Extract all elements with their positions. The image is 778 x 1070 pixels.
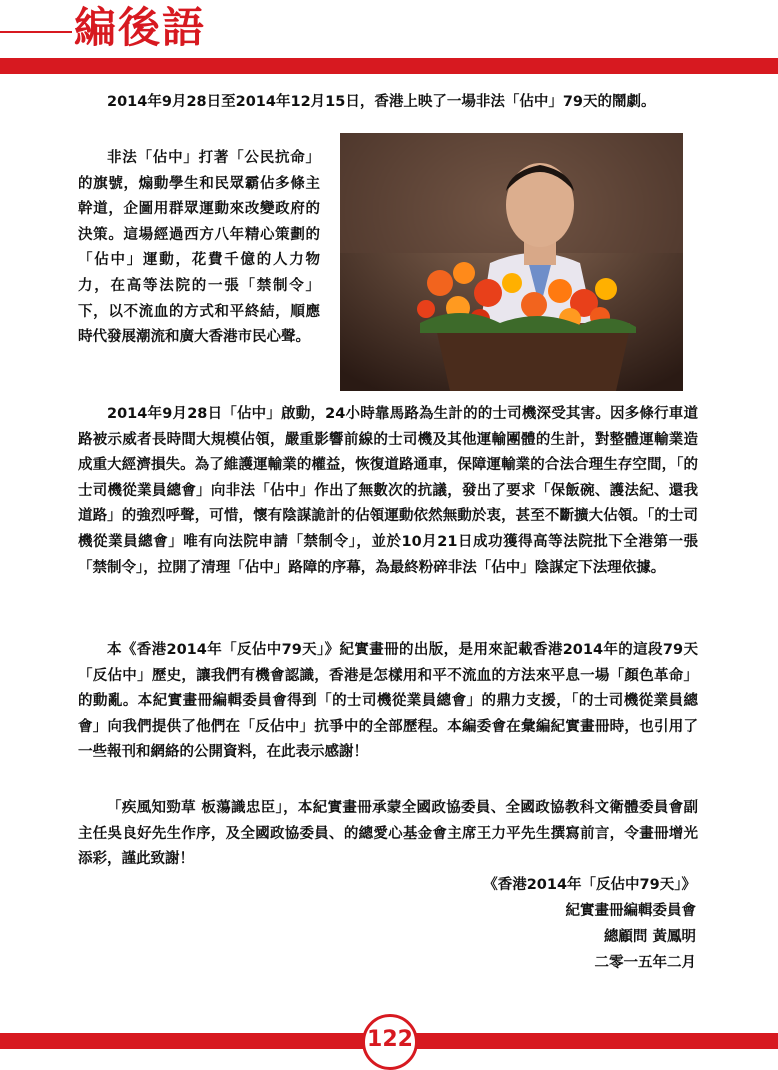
- page-number: 122: [362, 1014, 418, 1070]
- signature-editors: 總顧問 黃鳳明: [603, 929, 696, 945]
- page-title: 編後語: [74, 3, 207, 52]
- paragraph-occupy-background: 非法「佔中」打著「公民抗命」的旗號，煽動學生和民眾霸佔多條主幹道，企圖用群眾運動來改變政府的決策。這場經過西方八年精心策劃的「佔中」運動，花費千億的人力物力，在高等法院的一張「禁制令」下，以不流血的方式和平終結，順應時代發展潮流和廣大香港市民心聲。: [78, 150, 320, 346]
- signature-committee: 紀實畫冊編輯委員會: [565, 903, 696, 919]
- paragraph-book-purpose: 本《香港2014年「反佔中79天」》紀實畫冊的出版，是用來記載香港2014年的這段79天「反佔中」歷史，讓我們有機會認識，香港是怎樣用和平不流血的方法來平息一場「顏色革命」的動亂。本紀實畫冊編輯委員會得到「的士司機從業員總會」的鼎力支援，「的士司機從業員總會」向我們提供了他們在「反佔中」抗爭中的全部歷程。本編委會在彙編紀實畫冊時，也引用了一些報刊和網絡的公開資料，在此表示感謝！: [78, 642, 698, 761]
- speaker-photo-image: [340, 133, 683, 391]
- header-rule-left: [0, 31, 72, 33]
- speaker-photo: [340, 133, 683, 391]
- header-bar: [0, 58, 778, 74]
- signature-book-title: 《香港2014年「反佔中79天」》: [483, 877, 696, 893]
- paragraph-taxi-impact: 2014年9月28日「佔中」啟動，24小時靠馬路為生計的的士司機深受其害。因多條行車道路被示威者長時間大規模佔領，嚴重影響前線的士司機及其他運輸團體的生計，對整體運輸業造成重大經濟損失。為了維護運輸業的權益，恢復道路通車，保障運輸業的合法合理生存空間，「的士司機從業員總會」向非法「佔中」作出了無數次的抗議，發出了要求「保飯碗、護法紀、還我道路」的強烈呼聲，可惜，懷有陰謀詭計的佔領運動依然無動於衷，甚至不斷擴大佔領。「的士司機從業員總會」唯有向法院申請「禁制令」，並於10月21日成功獲得高等法院批下全港第一張「禁制令」，拉開了清理「佔中」路障的序幕，為最終粉碎非法「佔中」陰謀定下法理依據。: [78, 406, 698, 576]
- signature-date: 二零一五年二月: [594, 955, 696, 971]
- paragraph-acknowledgement: 「疾風知勁草 板蕩識忠臣」，本紀實畫冊承蒙全國政協委員、全國政協教科文衛體委員會副主任吳良好先生作序，及全國政協委員、的總愛心基金會主席王力平先生撰寫前言，令畫冊增光添彩，謹此致謝！: [78, 800, 698, 868]
- paragraph-intro: 2014年9月28日至2014年12月15日，香港上映了一場非法「佔中」79天的鬧劇。: [107, 94, 656, 110]
